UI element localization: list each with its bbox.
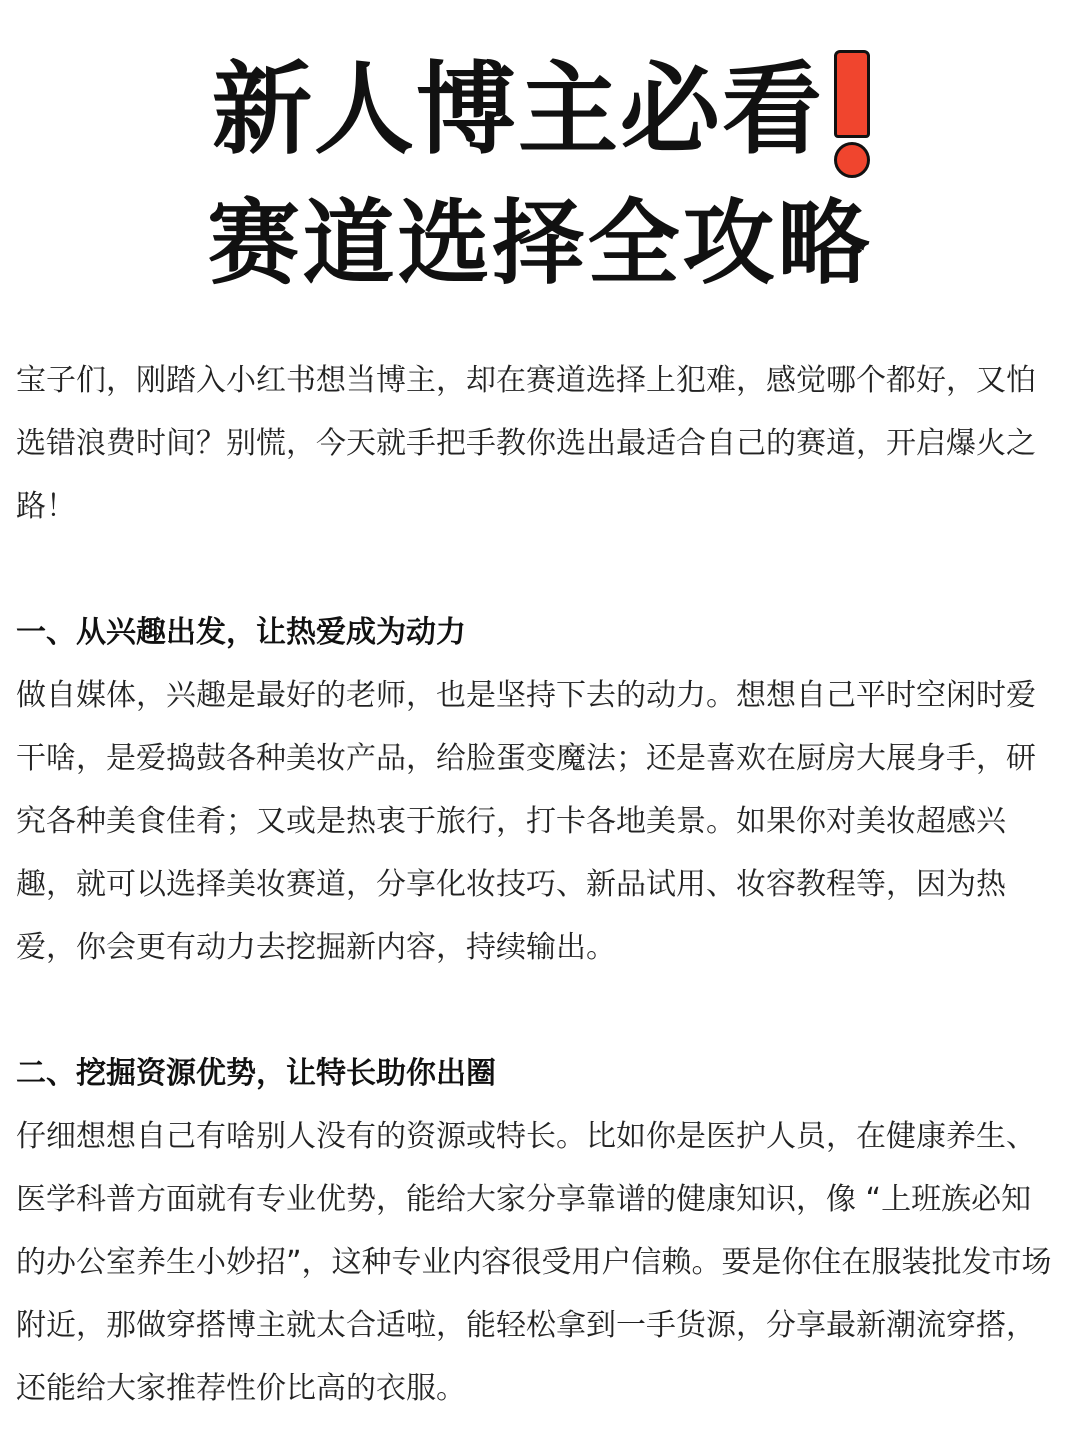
paragraph-gap: [16, 538, 1056, 601]
section-heading-1: 一、从兴趣出发，让热爱成为动力: [16, 615, 466, 650]
exclamation-bar: [834, 50, 870, 138]
title-line-1: [212, 42, 868, 178]
section-body-1: 做自媒体，兴趣是最好的老师，也是坚持下去的动力。想想自己平时空闲时爱干啥，是爱捣鼓各种美妆产品，给脸蛋变魔法；还是喜欢在厨房大展身手，研究各种美食佳肴；又或是热衷于旅行，打卡各地美景。如果你对美妆超感兴趣，就可以选择美妆赛道，分享化妆技巧、新品试用、妆容教程等，因为热爱，你会更有动力去挖掘新内容，持续输出。: [16, 678, 1036, 965]
section-heading-2: 二、挖掘资源优势，让特长助你出圈: [16, 1056, 496, 1091]
subtitle: 赛道选择全攻略: [207, 190, 873, 297]
exclamation-dot: [834, 142, 870, 178]
main-title: 新人博主必看: [212, 51, 824, 168]
red-exclamation-icon: [834, 50, 868, 178]
section-body-2: 仔细想想自己有啥别人没有的资源或特长。比如你是医护人员，在健康养生、医学科普方面就有专业优势，能给大家分享靠谱的健康知识，像 “上班族必知的办公室养生小妙招”，这种专业内容很受用户信赖。要是你住在服装批发市场附近，那做穿搭博主就太合适啦，能轻松拿到一手货源，分享最新潮流穿搭，还能给大家推荐性价比高的衣服。: [16, 1119, 1052, 1406]
paragraph-gap: [16, 979, 1056, 1042]
article-body: [16, 349, 1056, 1420]
intro-paragraph: 宝子们，刚踏入小红书想当博主，却在赛道选择上犯难，感觉哪个都好，又怕选错浪费时间？别慌，今天就手把手教你选出最适合自己的赛道，开启爆火之路！: [16, 363, 1036, 524]
title-block: [0, 0, 1080, 301]
